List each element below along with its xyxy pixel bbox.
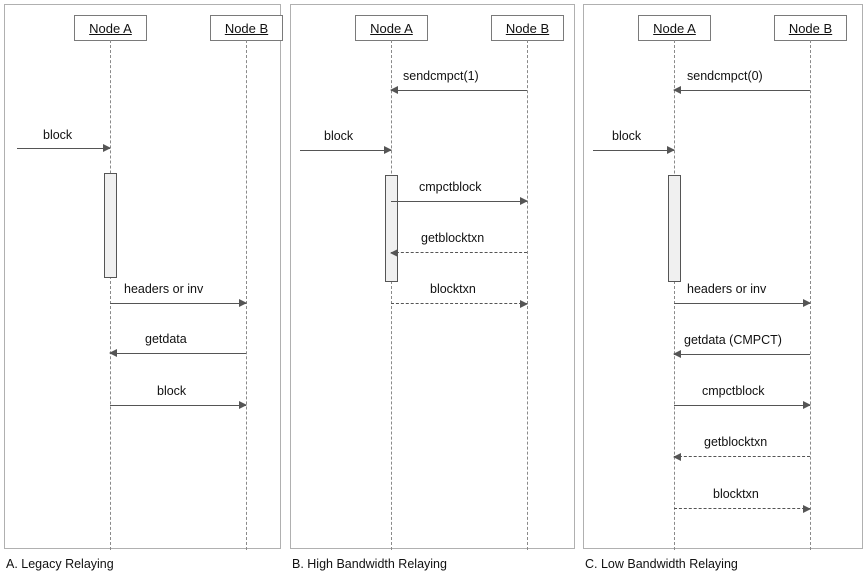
lifeline-a-node-b <box>246 40 247 550</box>
lifeline-b-node-a <box>391 40 392 550</box>
arrow-b-block-in <box>300 150 391 151</box>
msg-label-a-block-in: block <box>43 128 73 142</box>
msg-label-b-block-in: block <box>324 129 354 143</box>
msg-label-c-block-in: block <box>612 129 642 143</box>
msg-label-c-getdata-cmpct: getdata (CMPCT) <box>684 333 782 347</box>
panel-low-bandwidth-relaying <box>583 4 863 549</box>
lifeline-c-node-a <box>674 40 675 550</box>
arrow-c-getblocktxn <box>674 456 810 457</box>
msg-label-b-cmpctblock: cmpctblock <box>419 180 482 194</box>
msg-label-a-headers-or-inv: headers or inv <box>124 282 204 296</box>
msg-label-b-blocktxn: blocktxn <box>430 282 476 296</box>
node-label: Node B <box>788 21 833 36</box>
msg-label-b-sendcmpct: sendcmpct(1) <box>403 69 479 83</box>
activation-bar-c-node-a <box>668 175 681 282</box>
node-box-c-node-b <box>774 15 847 41</box>
node-box-c-node-a <box>638 15 711 41</box>
activation-bar-b-node-a <box>385 175 398 282</box>
node-label: Node A <box>89 21 132 36</box>
arrow-a-headers-or-inv <box>110 303 246 304</box>
arrow-c-blocktxn <box>674 508 810 509</box>
msg-label-a-block-out: block <box>157 384 187 398</box>
arrow-a-block-in <box>17 148 110 149</box>
caption-panel-b: B. High Bandwidth Relaying <box>292 557 447 571</box>
lifeline-c-node-b <box>810 40 811 550</box>
msg-label-b-getblocktxn: getblocktxn <box>421 231 485 245</box>
msg-label-c-cmpctblock: cmpctblock <box>702 384 765 398</box>
node-box-b-node-b <box>491 15 564 41</box>
arrow-a-getdata <box>110 353 246 354</box>
lifeline-b-node-b <box>527 40 528 550</box>
caption-panel-a: A. Legacy Relaying <box>6 557 114 571</box>
node-box-a-node-a <box>74 15 147 41</box>
arrow-b-getblocktxn <box>391 252 527 253</box>
arrow-c-getdata-cmpct <box>674 354 810 355</box>
msg-label-c-getblocktxn: getblocktxn <box>704 435 768 449</box>
lifeline-a-node-a <box>110 40 111 550</box>
arrow-c-headers-or-inv <box>674 303 810 304</box>
msg-label-c-blocktxn: blocktxn <box>713 487 759 501</box>
node-box-b-node-a <box>355 15 428 41</box>
msg-label-c-headers-or-inv: headers or inv <box>687 282 767 296</box>
msg-label-c-sendcmpct: sendcmpct(0) <box>687 69 763 83</box>
panel-legacy-relaying <box>4 4 281 549</box>
arrow-a-block-out <box>110 405 246 406</box>
panel-high-bandwidth-relaying <box>290 4 575 549</box>
node-label: Node B <box>224 21 269 36</box>
arrow-b-cmpctblock <box>391 201 527 202</box>
activation-bar-a-node-a <box>104 173 117 278</box>
node-label: Node A <box>653 21 696 36</box>
caption-panel-c: C. Low Bandwidth Relaying <box>585 557 738 571</box>
arrow-c-sendcmpct <box>674 90 810 91</box>
node-label: Node B <box>505 21 550 36</box>
arrow-b-blocktxn <box>391 303 527 304</box>
arrow-b-sendcmpct <box>391 90 527 91</box>
arrow-c-block-in <box>593 150 674 151</box>
node-box-a-node-b <box>210 15 283 41</box>
msg-label-a-getdata: getdata <box>145 332 187 346</box>
arrow-c-cmpctblock <box>674 405 810 406</box>
node-label: Node A <box>370 21 413 36</box>
